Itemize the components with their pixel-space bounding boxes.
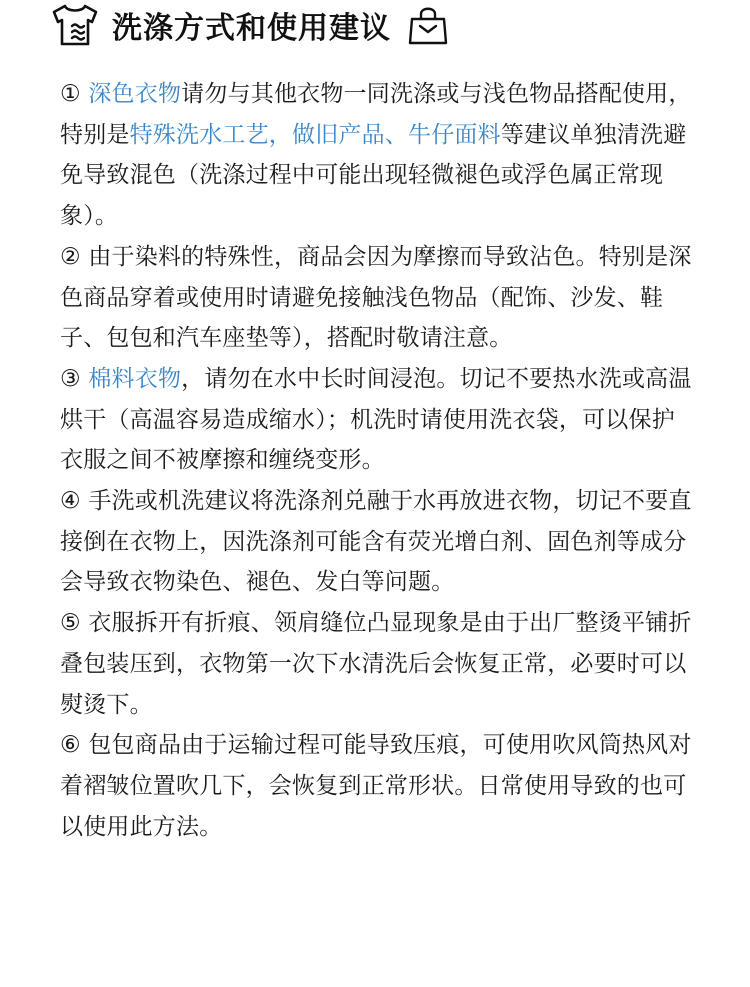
section-header	[50, 0, 449, 50]
instruction-item	[60, 725, 696, 847]
body-text: 包包商品由于运输过程可能导致压痕，可使用吹风筒热风对着褶皱位置吹几下，会恢复到正常形状。日常使用导致的也可以使用此方法。	[60, 732, 692, 840]
tshirt-wash-icon	[50, 2, 100, 48]
item-number: ⑥	[60, 732, 81, 759]
bag-icon	[407, 4, 449, 46]
item-number: ④	[60, 488, 81, 515]
body-text: 请勿与其他衣物一同洗涤或与浅色物品搭配使用，特别是	[60, 81, 692, 148]
instruction-item	[60, 603, 696, 725]
highlight-text: 特殊洗水工艺，做旧产品、牛仔面料	[129, 121, 501, 148]
instruction-item	[60, 481, 696, 603]
body-text: 衣服拆开有折痕、领肩缝位凸显现象是由于出厂整烫平铺折叠包装压到，衣物第一次下水清洗后会恢复正常，必要时可以熨烫下。	[60, 610, 692, 718]
section-title: 洗涤方式和使用建议	[112, 11, 391, 46]
item-number: ②	[60, 243, 81, 270]
washing-instructions	[60, 74, 696, 847]
highlight-text: 深色衣物	[88, 81, 182, 107]
instruction-item	[60, 359, 696, 481]
body-text: ，请勿在水中长时间浸泡。切记不要热水洗或高温烘干（高温容易造成缩水）；机洗时请使用洗衣袋，可以保护衣服之间不被摩擦和缠绕变形。	[60, 365, 692, 474]
item-number: ①	[60, 81, 81, 107]
highlight-text: 棉料衣物	[88, 365, 182, 392]
body-text: 手洗或机洗建议将洗涤剂兑融于水再放进衣物，切记不要直接倒在衣物上，因洗涤剂可能含有荧光增白剂、固色剂等成分会导致衣物染色、褪色、发白等问题。	[60, 488, 692, 596]
instruction-item	[60, 74, 696, 237]
body-text: 等建议单独清洗避免导致混色（洗涤过程中可能出现轻微褪色或浮色属正常现象）。	[60, 121, 687, 230]
instruction-item	[60, 237, 696, 359]
item-number: ⑤	[60, 610, 81, 637]
body-text: 由于染料的特殊性，商品会因为摩擦而导致沾色。特别是深色商品穿着或使用时请避免接触浅色物品（配饰、沙发、鞋子、包包和汽车座垫等），搭配时敬请注意。	[60, 243, 692, 352]
item-number: ③	[60, 365, 81, 392]
